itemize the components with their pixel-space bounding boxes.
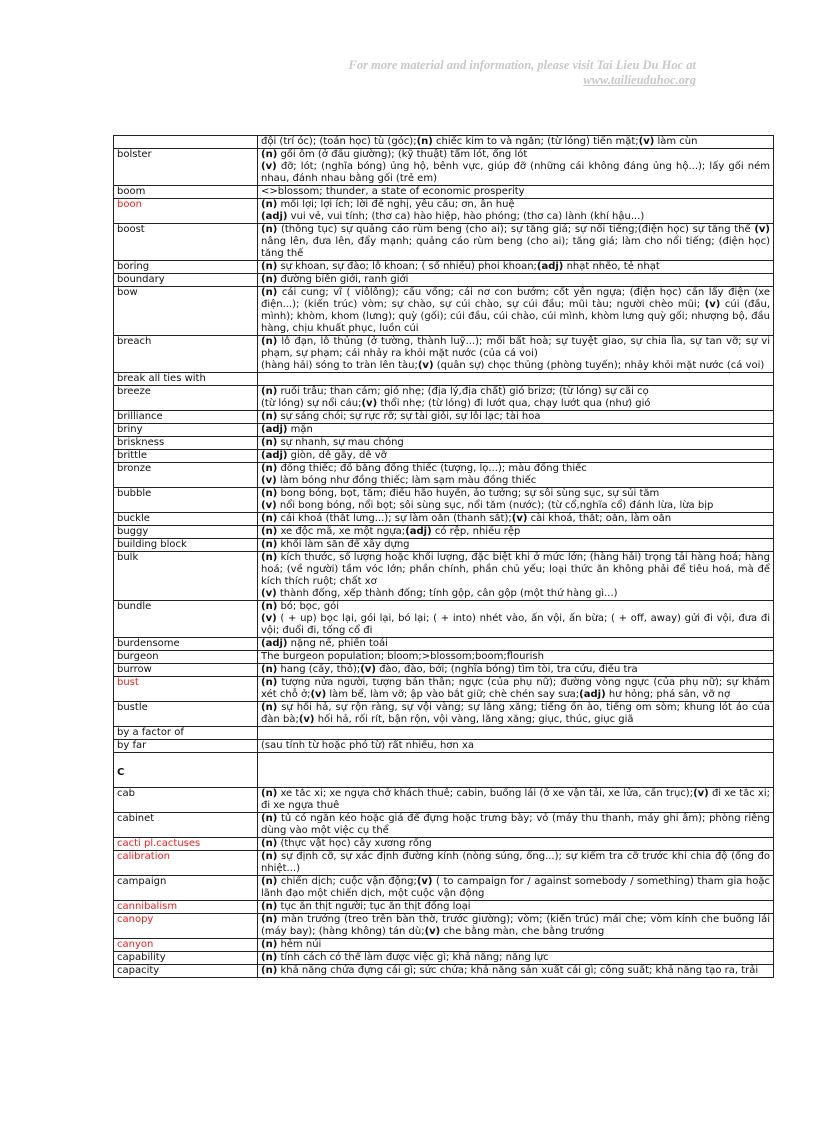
table-row — [114, 424, 774, 437]
definition-line: (n) tục ăn thịt người; tục ăn thịt đồng loại — [261, 901, 471, 912]
definition-line: (n) chiến dịch; cuộc vận động;(v) ( to campaign for / against somebody / something) tham gia hoặc lãnh đạo một chiến dịch, một cuộc vận động — [261, 876, 770, 899]
definition-line: (n) sự nhanh, sự mau chóng — [261, 437, 404, 448]
definition-line: (v) thành đống, xếp thành đống; tính gộp, cân gộp (một thứ hàng gì...) — [261, 588, 618, 599]
definition-cell — [258, 488, 774, 513]
table-row — [114, 526, 774, 539]
definition-line: (n) (thực vật học) cây xương rồng — [261, 838, 432, 849]
definition-cell — [258, 939, 774, 952]
definition-cell — [258, 838, 774, 851]
term-cell: canyon — [114, 939, 258, 952]
definition-cell — [258, 336, 774, 373]
definition-line: (từ lóng) sự nổi cáu;(v) thổi nhẹ; (từ lóng) đi lướt qua, chạy lướt qua (như) gió — [261, 398, 651, 409]
term-cell: by a factor of — [114, 727, 258, 740]
term-cell: bust — [114, 677, 258, 702]
definition-line: (adj) vui vẻ, vui tính; (thơ ca) hào hiệp, hào phóng; (thơ ca) lành (khí hậu...) — [261, 211, 645, 222]
definition-cell — [258, 373, 774, 386]
section-letter: C — [114, 753, 258, 788]
table-row — [114, 463, 774, 488]
definition-line: (n) bó; bọc, gói — [261, 601, 340, 612]
definition-cell — [258, 677, 774, 702]
term-cell: calibration — [114, 851, 258, 876]
table-row — [114, 186, 774, 199]
definition-line: đội (trí óc); (toán học) tù (góc);(n) chiếc kim to và ngắn; (từ lóng) tiền mặt;(v) làm cùn — [261, 136, 698, 147]
definition-line: <>blossom; thunder, a state of economic prosperity — [261, 186, 525, 197]
term-cell: buckle — [114, 513, 258, 526]
term-cell: boom — [114, 186, 258, 199]
term-cell: burgeon — [114, 651, 258, 664]
definition-cell — [258, 149, 774, 186]
term-cell: cacti pl.cactuses — [114, 838, 258, 851]
table-row — [114, 224, 774, 261]
table-row — [114, 965, 774, 978]
term-cell: breeze — [114, 386, 258, 411]
definition-line: (n) hẻm núi — [261, 939, 322, 950]
definition-line: (n) cái cung; vĩ ( viôlông); cầu vồng; cái nơ con bướm; cốt yên ngựa; (điện học) cần lấy điện (xe điện...); (kiến trúc) vòm; sự chào, sự cúi chào, sự cúi đầu; mũi tàu; người chèo mũi; (v) cúi (đầu, mình); khòm, khom (lưng); quỳ (gối); cúi đầu, cúi chào, cúi mình, khòm lưng quỳ gối; nhượng bộ, đầu hàng, chịu khuất phục, luồn cúi — [261, 287, 771, 334]
term-cell: building block — [114, 539, 258, 552]
definition-line: (adj) giòn, dễ gãy, dễ vỡ — [261, 450, 387, 461]
definition-line: (n) tính cách có thể làm được việc gì; khả năng; năng lực — [261, 952, 549, 963]
term-cell: bow — [114, 287, 258, 336]
definition-cell — [258, 199, 774, 224]
table-row — [114, 788, 774, 813]
term-cell: boundary — [114, 274, 258, 287]
definition-line: (n) màn trướng (treo trên bàn thờ, trước giường); vòm; (kiến trúc) mái che; vòm kính che buồng lái (máy bay); (hàng không) tán dù;(v) che bằng màn, che bằng trướng — [261, 914, 770, 937]
term-cell: campaign — [114, 876, 258, 901]
term-cell: briskness — [114, 437, 258, 450]
table-row — [114, 851, 774, 876]
definition-line: (n) (thông tục) sự quảng cáo rùm beng (cho ai); sự tăng giá; sự nổi tiếng;(điện học) sự tăng thế (v) nâng lên, đưa lên, đẩy mạnh; quảng cáo rùm beng (cho ai); tăng giá; làm cho nổi tiếng; (điện học) tăng thế — [261, 224, 770, 259]
table-row — [114, 136, 774, 149]
table-row — [114, 876, 774, 901]
term-cell: burrow — [114, 664, 258, 677]
table-row — [114, 753, 774, 788]
term-cell: boon — [114, 199, 258, 224]
term-cell: by far — [114, 740, 258, 753]
definition-line: (n) sự khoan, sự đào; lỗ khoan; ( số nhiều) phoi khoan;(adj) nhạt nhẽo, tẻ nhạt — [261, 261, 660, 272]
definition-line: (n) sự định cỡ, sự xác định đường kính (nòng súng, ống...); sự kiểm tra cỡ trước khi chia độ (ống đo nhiệt...) — [261, 851, 770, 874]
definition-cell — [258, 664, 774, 677]
definition-cell — [258, 526, 774, 539]
definition-line: The burgeon population; bloom;>blossom;boom;flourish — [261, 651, 544, 662]
definition-cell — [258, 539, 774, 552]
table-row — [114, 813, 774, 838]
table-row — [114, 552, 774, 601]
definition-cell — [258, 727, 774, 740]
definition-cell — [258, 740, 774, 753]
definition-cell — [258, 424, 774, 437]
term-cell: boost — [114, 224, 258, 261]
definition-cell — [258, 638, 774, 651]
term-cell — [114, 136, 258, 149]
term-cell: bulk — [114, 552, 258, 601]
term-cell: bronze — [114, 463, 258, 488]
table-row — [114, 664, 774, 677]
table-row — [114, 274, 774, 287]
table-row — [114, 450, 774, 463]
term-cell: bubble — [114, 488, 258, 513]
term-cell: brilliance — [114, 411, 258, 424]
definition-cell — [258, 952, 774, 965]
definition-line: (n) tượng nửa người, tượng bán thân; ngực (của phụ nữ); đường vòng ngực (của phụ nữ); sự khám xét chỗ ở;(v) làm bể, làm vỡ; ập vào bắt giữ; chè chén say sưa;(adj) hư hỏng; phá sản, vỡ nợ — [261, 677, 770, 700]
definition-cell — [258, 876, 774, 901]
term-cell: cab — [114, 788, 258, 813]
term-cell: cannibalism — [114, 901, 258, 914]
definition-cell — [258, 261, 774, 274]
table-row — [114, 651, 774, 664]
definition-cell — [258, 513, 774, 526]
definition-line: (n) mối lợi; lợi ích; lời đề nghị, yêu cầu; ơn, ân huệ — [261, 199, 515, 210]
table-row — [114, 411, 774, 424]
term-cell: canopy — [114, 914, 258, 939]
definition-line: (n) khối làm sẵn để xây dựng — [261, 539, 410, 550]
term-cell: bolster — [114, 149, 258, 186]
definition-line: (v) nổi bong bóng, nổi bọt; sôi sùng sục, nổi tăm (nước); (từ cổ,nghĩa cổ) đánh lừa, lừa bịp — [261, 500, 714, 511]
definition-line: (n) lỗ đạn, lỗ thủng (ở tường, thành luỹ...); mối bất hoà; sự tuyệt giao, sự chia lìa, sự tan vỡ; sự vi phạm, sự phạm; cái nhảy ra khỏi mặt nước (của cá voi) — [261, 336, 770, 359]
definition-line: (n) sự hối hả, sự rộn ràng, sự vội vàng; sự lăng xăng; tiếng ồn ào, tiếng om sòm; khung lót áo của đàn bà;(v) hối hả, rối rít, bận rộn, vội vàng, lăng xăng; giục, thúc, giục giã — [261, 702, 770, 725]
table-row — [114, 386, 774, 411]
table-row — [114, 287, 774, 336]
definition-line: (n) khả năng chứa đựng cái gì; sức chứa; khả năng sản xuất cái gì; công suất; khả năng tạo ra, trải — [261, 965, 759, 976]
term-cell: bustle — [114, 702, 258, 727]
definition-line: (n) đồng thiếc; đồ bằng đồng thiếc (tượng, lọ...); màu đồng thiếc — [261, 463, 587, 474]
table-row — [114, 488, 774, 513]
definition-cell — [258, 965, 774, 978]
definition-cell — [258, 788, 774, 813]
table-row — [114, 914, 774, 939]
definition-cell — [258, 914, 774, 939]
term-cell: breach — [114, 336, 258, 373]
table-row — [114, 838, 774, 851]
definition-line: (n) xe độc mã, xe một ngựa;(adj) có rệp, nhiều rệp — [261, 526, 521, 537]
table-row — [114, 952, 774, 965]
table-row — [114, 373, 774, 386]
definition-cell — [258, 813, 774, 838]
definition-line: (n) bong bóng, bọt, tăm; điều hão huyền, ảo tưởng; sự sôi sùng sục, sự sủi tăm — [261, 488, 660, 499]
definition-cell — [258, 411, 774, 424]
definition-line: (n) gối ôm (ở đầu giường); (kỹ thuật) tấm lót, ống lót — [261, 149, 528, 160]
definition-line: (n) cái khoá (thắt lưng...); sự làm oằn (thanh sắt);(v) cài khoá, thắt; oằn, làm oằn — [261, 513, 672, 524]
table-row — [114, 199, 774, 224]
table-row — [114, 336, 774, 373]
term-cell: bundle — [114, 601, 258, 638]
definition-line: (n) kích thước, số lượng hoặc khối lượng, đặc biệt khi ở mức lớn; (hàng hải) trọng tải hàng hoá; hàng hoá; (về người) tầm vóc lớn; phần chính, phần chủ yếu; loại thức ăn không phải để tiêu hoá, mà để kích thích ruột; chất xơ — [261, 552, 770, 587]
table-row — [114, 638, 774, 651]
table-row — [114, 727, 774, 740]
page-header — [349, 58, 696, 88]
definition-cell — [258, 274, 774, 287]
table-row — [114, 901, 774, 914]
definition-cell — [258, 851, 774, 876]
table-row — [114, 513, 774, 526]
table-row — [114, 437, 774, 450]
definition-line: (v) ( + up) bọc lại, gói lại, bó lại; ( + into) nhét vào, ấn vội, ấn bừa; ( + off, away) gửi đi vội, đưa đi vội; đuổi đi, tống cổ đi — [261, 613, 770, 636]
term-cell: brittle — [114, 450, 258, 463]
definition-line: (v) đỡ; lót; (nghĩa bóng) ủng hộ, bênh vực, giúp đỡ (những cái không đáng ủng hộ...); lấy gối ném nhau, đánh nhau bằng gối (trẻ em) — [261, 161, 770, 184]
table-row — [114, 149, 774, 186]
definition-cell — [258, 450, 774, 463]
definition-cell — [258, 186, 774, 199]
definition-line: (n) hang (cầy, thỏ);(v) đào, đào, bới; (nghĩa bóng) tìm tòi, tra cứu, điều tra — [261, 664, 638, 675]
definition-cell — [258, 463, 774, 488]
term-cell: capacity — [114, 965, 258, 978]
definition-cell — [258, 601, 774, 638]
header-url: www.tailieuduhoc.org — [583, 73, 696, 87]
definition-cell — [258, 901, 774, 914]
table-row — [114, 261, 774, 274]
definition-line: (n) đường biên giới, ranh giới — [261, 274, 409, 285]
header-notice: For more material and information, please visit Tai Lieu Du Hoc at — [348, 58, 696, 72]
definition-line: (n) xe tắc xi; xe ngựa chở khách thuê; cabin, buồng lái (ở xe vận tải, xe lửa, cần trục);(v) đi xe tắc xi; đi xe ngựa thuê — [261, 788, 770, 811]
table-row — [114, 740, 774, 753]
table-row — [114, 702, 774, 727]
definition-line: (n) tủ có ngăn kéo hoặc giá để đựng hoặc trưng bày; vỏ (máy thu thanh, máy ghi âm); phòng riêng dùng vào một việc cụ thể — [261, 813, 770, 836]
definition-cell — [258, 753, 774, 788]
term-cell: buggy — [114, 526, 258, 539]
definition-cell — [258, 386, 774, 411]
definition-line: (v) làm bóng như đồng thiếc; làm sạm màu đồng thiếc — [261, 475, 537, 486]
vocabulary-table-body — [114, 136, 774, 978]
vocabulary-table — [113, 135, 774, 978]
term-cell: capability — [114, 952, 258, 965]
term-cell: boring — [114, 261, 258, 274]
definition-cell — [258, 437, 774, 450]
definition-line: (hàng hải) sóng to tràn lên tàu;(v) (quân sự) chọc thủng (phòng tuyến); nhảy khỏi mặt nước (cá voi) — [261, 360, 765, 371]
definition-cell — [258, 651, 774, 664]
table-row — [114, 939, 774, 952]
definition-cell — [258, 702, 774, 727]
table-row — [114, 539, 774, 552]
definition-line: (sau tính từ hoặc phó từ) rất nhiều, hơn xa — [261, 740, 474, 751]
definition-cell — [258, 136, 774, 149]
definition-line: (adj) nặng nề, phiền toái — [261, 638, 388, 649]
term-cell: burdensome — [114, 638, 258, 651]
table-row — [114, 601, 774, 638]
definition-line: (n) ruồi trâu; than cám; gió nhẹ; (địa lý,địa chất) gió brizơ; (từ lóng) sự cãi cọ — [261, 386, 649, 397]
table-row — [114, 677, 774, 702]
definition-line: (n) sự sáng chói; sự rực rỡ; sự tài giỏi, sự lỗi lạc; tài hoa — [261, 411, 541, 422]
term-cell: briny — [114, 424, 258, 437]
term-cell: break all ties with — [114, 373, 258, 386]
definition-cell — [258, 552, 774, 601]
definition-cell — [258, 287, 774, 336]
term-cell: cabinet — [114, 813, 258, 838]
definition-line: (adj) mặn — [261, 424, 313, 435]
definition-cell — [258, 224, 774, 261]
